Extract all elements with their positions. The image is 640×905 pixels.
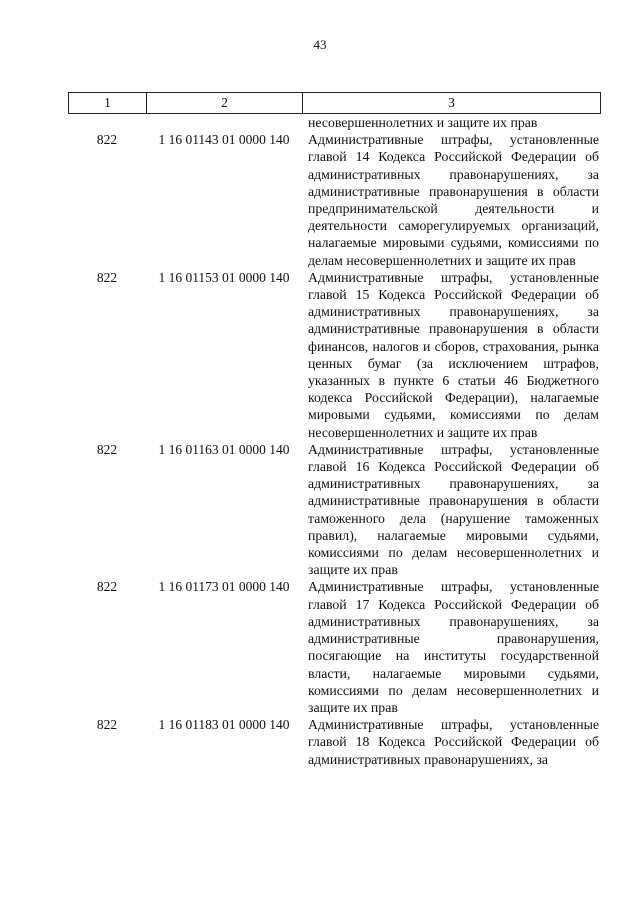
income-name: Административные штрафы, установленные главой 14 Кодекса Российской Федерации об административных правонарушениях, за административные правонарушения в области предпринимательской деятельности и деятельности саморегулируемых организаций, налагаемые мировыми судьями, комиссиями по делам несовершеннолетних и защите их прав xyxy=(308,132,599,268)
table-header xyxy=(68,92,601,114)
table-body xyxy=(68,114,601,768)
income-name: Административные штрафы, установленные главой 17 Кодекса Российской Федерации об административных правонарушениях, за административные правонарушения, посягающие на институты государственной власти, налагаемые мировыми судьями, комиссиями по делам несовершеннолетних и защите их прав xyxy=(308,579,599,715)
table-row xyxy=(68,269,601,441)
income-name: Административные штрафы, установленные главой 18 Кодекса Российской Федерации об административных правонарушениях, за xyxy=(308,717,599,767)
continuation-row xyxy=(68,114,601,131)
admin-code: 822 xyxy=(96,441,118,457)
table-row xyxy=(68,578,601,716)
admin-code: 822 xyxy=(96,579,118,595)
admin-code: 822 xyxy=(96,717,118,733)
table-row xyxy=(68,716,601,768)
kbk-code: 1 16 01183 01 0000 140 xyxy=(158,717,290,733)
kbk-code: 1 16 01173 01 0000 140 xyxy=(158,579,290,595)
header-col-1: 1 xyxy=(69,93,147,113)
header-col-2: 2 xyxy=(147,93,303,113)
admin-code: 822 xyxy=(96,269,118,285)
header-col-3: 3 xyxy=(448,95,455,110)
income-name: Административные штрафы, установленные главой 15 Кодекса Российской Федерации об административных правонарушениях, за административные правонарушения в области финансов, налогов и сборов, страхования, рынка ценных бумаг (за исключением штрафов, указанных в пункте 6 статьи 46 Бюджетного кодекса Российской Федерации), налагаемые мировыми судьями, комиссиями по делам несовершеннолетних и защите их прав xyxy=(308,269,599,440)
kbk-code: 1 16 01143 01 0000 140 xyxy=(158,132,290,148)
table-row xyxy=(68,441,601,579)
income-name: Административные штрафы, установленные главой 16 Кодекса Российской Федерации об административных правонарушениях, за административные правонарушения в области таможенного дела (нарушение таможенных правил), налагаемые мировыми судьями, комиссиями по делам несовершеннолетних и защите их прав xyxy=(308,441,599,578)
page-number: 43 xyxy=(313,37,327,52)
kbk-code: 1 16 01163 01 0000 140 xyxy=(158,441,290,457)
table-row xyxy=(68,131,601,269)
kbk-code: 1 16 01153 01 0000 140 xyxy=(158,269,290,285)
continuation-text: несовершеннолетних и защите их прав xyxy=(308,115,538,130)
admin-code: 822 xyxy=(96,132,118,148)
